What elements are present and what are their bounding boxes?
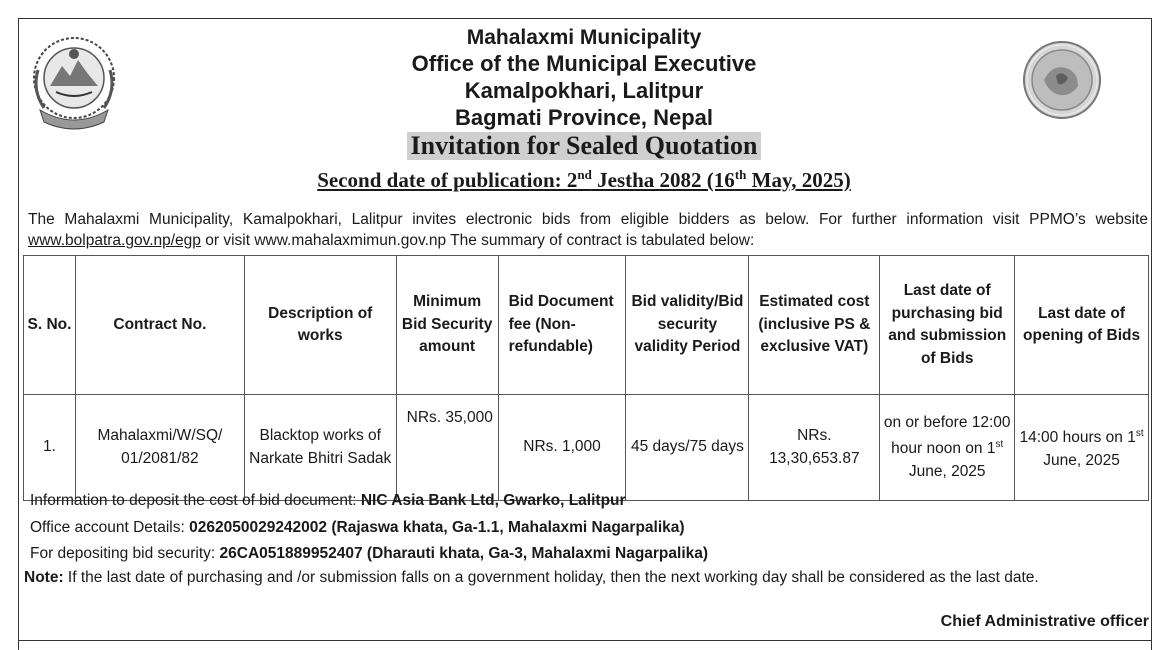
table-row — [24, 395, 1149, 501]
cell-contract: Mahalaxmi/W/SQ/ 01/2081/82 — [75, 395, 244, 501]
office-name: Office of the Municipal Executive — [411, 51, 757, 76]
notice-header — [0, 26, 1168, 195]
table-header-row — [24, 256, 1149, 395]
account-line: Office account Details: 0262050029242002 (Rajaswa khata, Ga-1.1, Mahalaxmi Nagarpalika) — [30, 518, 685, 536]
deposit-line: Information to deposit the cost of bid document: NIC Asia Bank Ltd, Gwarko, Lalitpur — [30, 492, 626, 509]
ppmo-link[interactable]: www.bolpatra.gov.np/egp — [28, 232, 201, 249]
col-header-description: Description of works — [244, 256, 396, 395]
col-header-validity: Bid validity/Bid security validity Period — [626, 256, 749, 395]
payment-info — [30, 488, 1150, 568]
office-address: Kamalpokhari, Lalitpur — [464, 78, 704, 103]
cell-cost: NRs. 13,30,653.87 — [749, 395, 880, 501]
cell-last-purchase: on or before 12:00 hour noon on 1st June, 2025 — [880, 395, 1015, 501]
holiday-note: Note: If the last date of purchasing and /or submission falls on a government holiday, then the next working day shall be considered as the last date. — [24, 569, 1039, 586]
contract-table — [23, 255, 1149, 501]
col-header-opening: Last date of opening of Bids — [1015, 256, 1149, 395]
municipality-name: Mahalaxmi Municipality — [466, 26, 702, 49]
col-header-fee: Bid Document fee (Non-refundable) — [498, 256, 626, 395]
cell-fee: NRs. 1,000 — [498, 395, 626, 501]
col-header-last-purchase: Last date of purchasing bid and submission of Bids — [880, 256, 1015, 395]
security-line: For depositing bid security: 26CA051889952407 (Dharauti khata, Ga-3, Mahalaxmi Nagarpalika) — [30, 545, 709, 562]
signer-title: Chief Administrative officer — [940, 613, 1149, 630]
cell-sno: 1. — [24, 395, 76, 501]
cell-opening: 14:00 hours on 1st June, 2025 — [1015, 395, 1149, 501]
cell-description: Blacktop works of Narkate Bhitri Sadak — [244, 395, 396, 501]
notice-title: Invitation for Sealed Quotation — [407, 132, 762, 160]
col-header-sno: S. No. — [24, 256, 76, 395]
col-header-contract: Contract No. — [75, 256, 244, 395]
publication-date: Second date of publication: 2nd Jestha 2082 (16th May, 2025) — [317, 167, 851, 192]
cell-security: NRs. 35,000 — [396, 395, 498, 501]
bottom-divider — [18, 640, 1152, 641]
intro-paragraph: The Mahalaxmi Municipality, Kamalpokhari, Lalitpur invites electronic bids from eligible bidders as below. For further information visit PPMO’s website www.bolpatra.gov.np/egp or visit www.mahalaxmimun.gov.np The summary of contract is tabulated below: — [28, 211, 1148, 249]
province-line: Bagmati Province, Nepal — [455, 105, 713, 130]
col-header-cost: Estimated cost (inclusive PS & exclusive VAT) — [749, 256, 880, 395]
col-header-security: Minimum Bid Security amount — [396, 256, 498, 395]
cell-validity: 45 days/75 days — [626, 395, 749, 501]
